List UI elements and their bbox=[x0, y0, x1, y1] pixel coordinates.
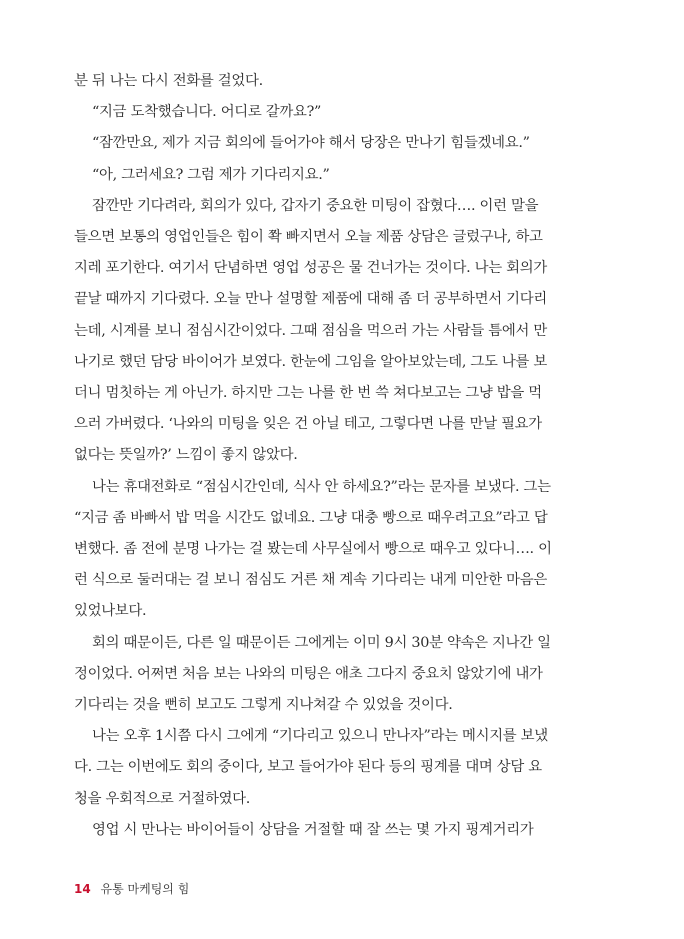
page-footer bbox=[74, 880, 189, 897]
page-number: 14 bbox=[74, 882, 91, 896]
text-line: 있었나보다. bbox=[74, 603, 147, 620]
text-line: “지금 도착했습니다. 어디로 갈까요?” bbox=[92, 104, 322, 121]
text-line: 더니 멈칫하는 게 아닌가. 하지만 그는 나를 한 번 쓱 쳐다보고는 그냥 밥을 먹 bbox=[74, 385, 542, 401]
text-line: 런 식으로 둘러대는 걸 보니 점심도 거른 채 계속 기다리는 내게 미안한 마음은 bbox=[74, 572, 547, 589]
text-line: “지금 좀 바빠서 밥 먹을 시간도 없네요. 그냥 대충 빵으로 때우려고요”라고 답 bbox=[74, 509, 548, 526]
text-line: 지레 포기한다. 여기서 단념하면 영업 성공은 물 건너가는 것이다. 나는 회의가 bbox=[74, 260, 547, 277]
text-line: 청을 우회적으로 거절하였다. bbox=[74, 790, 251, 807]
text-line: 끝날 때까지 기다렸다. 오늘 만나 설명할 제품에 대해 좀 더 공부하면서 기다리 bbox=[74, 291, 547, 308]
text-line: 는데, 시계를 보니 점심시간이었다. 그때 점심을 먹으러 가는 사람들 틈에서 만 bbox=[74, 322, 547, 339]
text-line: 나는 휴대전화로 “점심시간인데, 식사 안 하세요?”라는 문자를 보냈다. 그는 bbox=[92, 478, 551, 495]
text-line: 영업 시 만나는 바이어들이 상담을 거절할 때 잘 쓰는 몇 가지 핑계거리가 bbox=[92, 821, 534, 838]
text-line: 없다는 뜻일까?’ 느낌이 좋지 않았다. bbox=[74, 447, 298, 464]
text-line: 회의 때문이든, 다른 일 때문이든 그에게는 이미 9시 30분 약속은 지나간 일 bbox=[92, 634, 551, 651]
text-line: 변했다. 좀 전에 분명 나가는 걸 봤는데 사무실에서 빵으로 때우고 있다니…. 이 bbox=[74, 541, 552, 557]
book-title: 유통 마케팅의 힘 bbox=[100, 882, 190, 896]
text-line: 정이었다. 어쩌면 처음 보는 나와의 미팅은 애초 그다지 중요치 않았기에 내가 bbox=[74, 665, 543, 682]
text-line: 으러 가버렸다. ‘나와의 미팅을 잊은 건 아닐 테고, 그렇다면 나를 만날 필요가 bbox=[74, 416, 542, 433]
text-line: 나기로 했던 담당 바이어가 보였다. 한눈에 그임을 알아보았는데, 그도 나를 보 bbox=[74, 353, 547, 370]
text-line: 다. 그는 이번에도 회의 중이다, 보고 들어가야 된다 등의 핑계를 대며 상담 요 bbox=[74, 759, 542, 776]
text-line: 나는 오후 1시쯤 다시 그에게 “기다리고 있으니 만나자”라는 메시지를 보냈 bbox=[92, 728, 548, 745]
text-line: 분 뒤 나는 다시 전화를 걸었다. bbox=[74, 73, 263, 89]
text-line: 잠깐만 기다려라, 회의가 있다, 갑자기 중요한 미팅이 잡혔다…. 이런 말을 bbox=[92, 197, 539, 214]
text-line: “아, 그러세요? 그럼 제가 기다리지요.” bbox=[92, 166, 330, 183]
text-line: 들으면 보통의 영업인들은 힘이 쫙 빠지면서 오늘 제품 상담은 글렀구나, 하고 bbox=[74, 229, 543, 245]
text-line: “잠깐만요, 제가 지금 회의에 들어가야 해서 당장은 만나기 힘들겠네요.” bbox=[92, 135, 530, 152]
text-line: 기다리는 것을 뻔히 보고도 그렇게 지나쳐갈 수 있었을 것이다. bbox=[74, 697, 453, 713]
